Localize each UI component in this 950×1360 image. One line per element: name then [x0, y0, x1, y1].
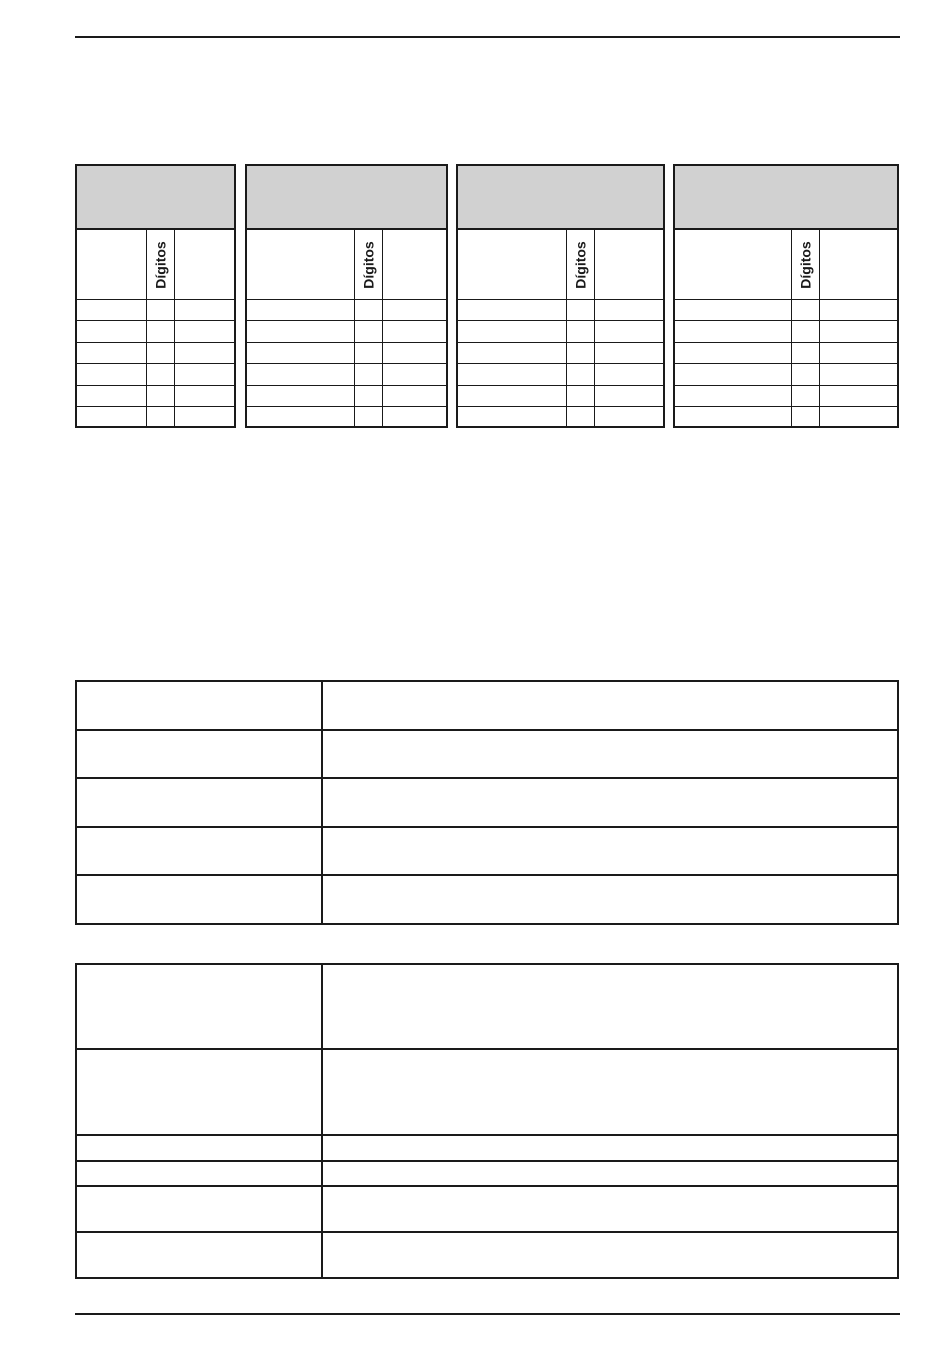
- digit-grid-4: [673, 164, 899, 428]
- table-cell: [322, 875, 898, 924]
- table-cell: [76, 875, 322, 924]
- table-cell: [322, 1135, 898, 1161]
- table-cell: [76, 1232, 322, 1278]
- table-cell: [322, 1049, 898, 1135]
- footer-rule: [75, 1313, 900, 1315]
- digit-grid-3: [456, 164, 665, 428]
- table-row: [76, 1161, 898, 1186]
- table-cell: [322, 681, 898, 730]
- form-table-1: [75, 680, 899, 925]
- table-row: [76, 964, 898, 1049]
- table-cell: [76, 778, 322, 827]
- digit-grid-1: [75, 164, 236, 428]
- table-row: [76, 827, 898, 876]
- form-table-2: [75, 963, 899, 1279]
- table-row: [76, 730, 898, 779]
- grid-header: [77, 166, 234, 230]
- digitos-column-label: Dígitos: [152, 241, 169, 289]
- table-cell: [322, 827, 898, 876]
- table-cell: [322, 778, 898, 827]
- grid-header: [247, 166, 446, 230]
- digitos-column-label: Dígitos: [797, 241, 814, 289]
- table-cell: [322, 1232, 898, 1278]
- table-cell: [76, 681, 322, 730]
- table-row: [76, 875, 898, 924]
- table-row: [76, 1232, 898, 1278]
- table-cell: [76, 827, 322, 876]
- table-cell: [76, 1049, 322, 1135]
- table-cell: [322, 1161, 898, 1186]
- table-row: [76, 681, 898, 730]
- table-cell: [76, 1186, 322, 1232]
- table-cell: [322, 730, 898, 779]
- digitos-column-label: Dígitos: [360, 241, 377, 289]
- table-row: [76, 1135, 898, 1161]
- table-cell: [76, 1135, 322, 1161]
- table-row: [76, 1186, 898, 1232]
- table-row: [76, 1049, 898, 1135]
- table-cell: [76, 964, 322, 1049]
- table-cell: [76, 1161, 322, 1186]
- table-cell: [322, 1186, 898, 1232]
- header-rule: [75, 36, 900, 38]
- grid-header: [675, 166, 897, 230]
- table-cell: [76, 730, 322, 779]
- digit-grid-2: [245, 164, 448, 428]
- table-cell: [322, 964, 898, 1049]
- digitos-column-label: Dígitos: [572, 241, 589, 289]
- grid-header: [458, 166, 663, 230]
- table-row: [76, 778, 898, 827]
